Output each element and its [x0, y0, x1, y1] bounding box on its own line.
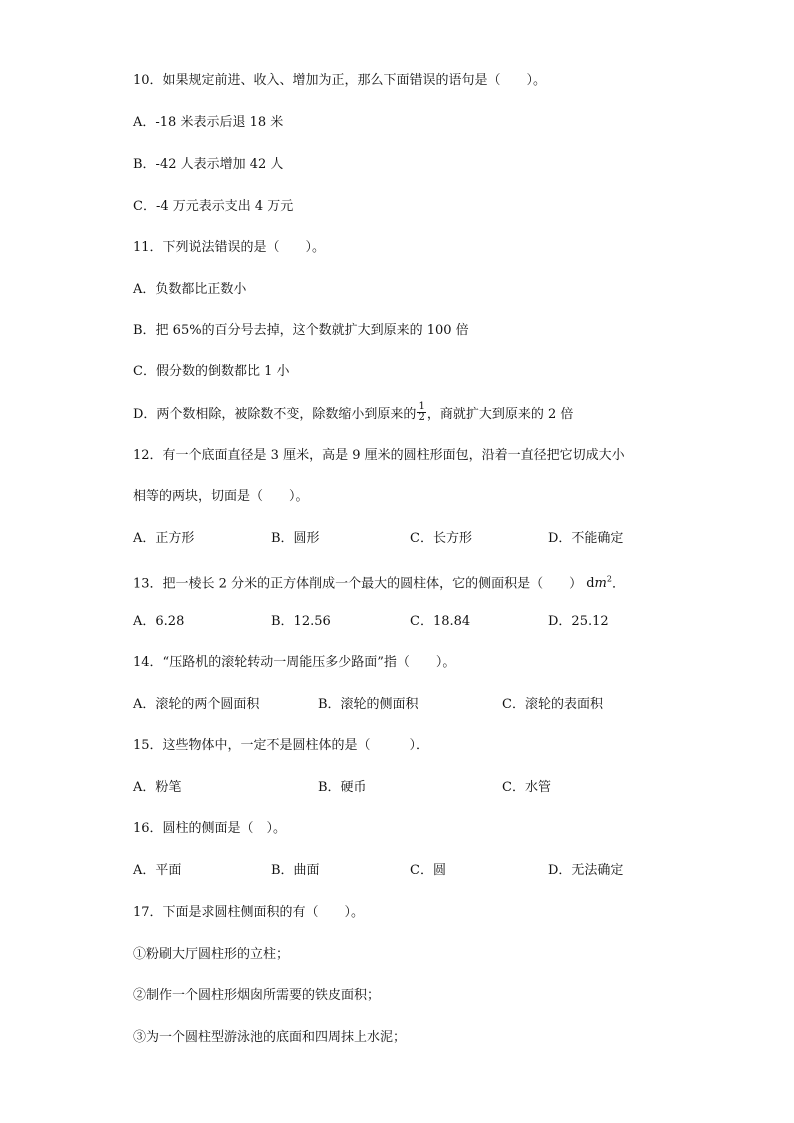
q11-option-c: C．假分数的倒数都比 1 小: [133, 364, 290, 379]
q13-option-b: B．12.56: [271, 614, 331, 629]
q17-stem: 17．下面是求圆柱侧面积的有（ ）。: [133, 905, 365, 920]
q17-item-3: ③为一个圆柱型游泳池的底面和四周抹上水泥；: [133, 1030, 407, 1045]
fraction-denominator: 2: [418, 412, 425, 423]
q11-option-b: B．把 65%的百分号去掉，这个数就扩大到原来的 100 倍: [133, 323, 469, 338]
q16-option-b: B．曲面: [271, 863, 320, 878]
q13-option-a: A．6.28: [133, 614, 185, 629]
q14-option-b: B．滚轮的侧面积: [318, 697, 419, 712]
q16-stem: 16．圆柱的侧面是（ ）。: [133, 821, 287, 836]
q15-option-b: B．硬币: [318, 780, 367, 795]
q11-option-d-text-before: D．两个数相除，被除数不变，除数缩小到原来的: [133, 407, 417, 422]
q15-option-c: C．水管: [502, 780, 551, 795]
unit-d: d: [586, 576, 595, 592]
q11-option-d-text-after: ，商就扩大到原来的 2 倍: [426, 407, 574, 422]
q14-stem: 14．“压路机的滚轮转动一周能压多少路面”指（ ）。: [133, 655, 456, 670]
unit-m: m: [594, 576, 607, 592]
one-half-fraction: [417, 402, 425, 423]
q17-item-2: ②制作一个圆柱形烟囱所需要的铁皮面积；: [133, 988, 381, 1003]
q10-option-c: C．-4 万元表示支出 4 万元: [133, 199, 294, 214]
q13-stem-text: 13．把一棱长 2 分米的正方体削成一个最大的圆柱体，它的侧面积是（ ）: [133, 576, 583, 592]
q12-option-c: C．长方形: [410, 531, 472, 546]
q10-option-a: A．-18 米表示后退 18 米: [133, 115, 284, 130]
q12-option-a: A．正方形: [133, 531, 195, 546]
q15-option-a: A．粉笔: [133, 780, 182, 795]
q12-stem-line2: 相等的两块，切面是（ ）。: [133, 489, 309, 504]
q12-option-d: D．不能确定: [548, 531, 624, 546]
q13-option-c: C．18.84: [410, 614, 471, 629]
q12-option-b: B．圆形: [271, 531, 320, 546]
q13-unit: [586, 576, 612, 591]
q16-option-d: D．无法确定: [548, 863, 624, 878]
q14-option-c: C．滚轮的表面积: [502, 697, 603, 712]
q16-option-a: A．平面: [133, 863, 182, 878]
q16-option-c: C．圆: [410, 863, 446, 878]
q12-stem-line1: 12．有一个底面直径是 3 厘米，高是 9 厘米的圆柱形面包，沿着一直径把它切成大小: [133, 448, 625, 463]
q11-option-d: [133, 401, 574, 425]
q17-item-1: ①粉刷大厅圆柱形的立柱；: [133, 947, 290, 962]
q15-stem: 15．这些物体中，一定不是圆柱体的是（ ）．: [133, 738, 430, 753]
unit-exponent: 2: [606, 575, 612, 584]
q10-stem: 10．如果规定前进、收入、增加为正，那么下面错误的语句是（ ）。: [133, 73, 547, 88]
q13-stem: [133, 571, 625, 593]
q10-option-b: B．-42 人表示增加 42 人: [133, 157, 284, 172]
fraction-numerator: 1: [418, 401, 425, 412]
q11-option-a: A．负数都比正数小: [133, 282, 247, 297]
q11-stem: 11．下列说法错误的是（ ）。: [133, 240, 326, 255]
q13-option-d: D．25.12: [548, 614, 609, 629]
q13-end-punct: ．: [611, 576, 625, 592]
q14-option-a: A．滚轮的两个圆面积: [133, 697, 260, 712]
